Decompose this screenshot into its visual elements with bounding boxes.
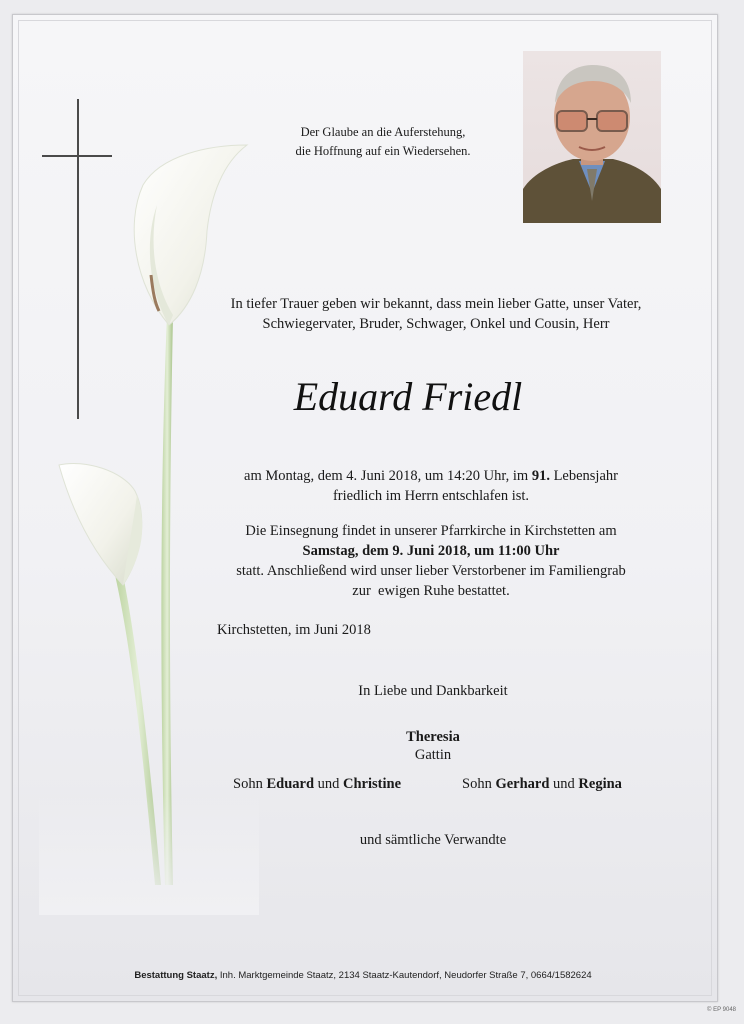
funeral-line-3: statt. Anschließend wird unser lieber Verstorbener im Familiengrab bbox=[236, 563, 626, 579]
undertaker-details: Inh. Marktgemeinde Staatz, 2134 Staatz-Kautendorf, Neudorfer Straße 7, 0664/1582624 bbox=[217, 970, 592, 981]
deceased-name: Eduard Friedl bbox=[293, 374, 523, 419]
son-prefix: Sohn bbox=[233, 776, 267, 792]
son-prefix: Sohn bbox=[462, 776, 496, 792]
portrait-photo bbox=[523, 51, 661, 223]
parte-sheet bbox=[12, 14, 718, 1002]
intro-line-2: Schwiegervater, Bruder, Schwager, Onkel und Cousin, Herr bbox=[262, 316, 610, 332]
son-partner: Regina bbox=[578, 776, 622, 792]
widow-name: Theresia bbox=[406, 729, 460, 745]
death-line-2: friedlich im Herrn entschlafen ist. bbox=[332, 488, 530, 504]
cross-horizontal-bar bbox=[42, 155, 112, 157]
undertaker-footer bbox=[13, 970, 713, 981]
funeral-line-1: Die Einsegnung findet in unserer Pfarrkirche in Kirchstetten am bbox=[245, 523, 617, 539]
son-eduard-line bbox=[233, 776, 401, 793]
death-text-pre: am Montag, dem 4. Juni 2018, um 14:20 Uhr, im bbox=[244, 468, 532, 484]
closing-phrase: In Liebe und Dankbarkeit bbox=[358, 683, 508, 699]
motto-line-2: die Hoffnung auf ein Wiedersehen. bbox=[295, 144, 471, 158]
son-name: Eduard bbox=[266, 776, 315, 792]
motto-line-1: Der Glaube an die Auferstehung, bbox=[300, 125, 466, 139]
widow-role: Gattin bbox=[414, 747, 452, 763]
relatives-line: und sämtliche Verwandte bbox=[359, 832, 507, 848]
son-name: Gerhard bbox=[495, 776, 550, 792]
son-gerhard-line bbox=[462, 776, 622, 793]
death-notice bbox=[217, 466, 645, 506]
faith-motto bbox=[259, 123, 507, 161]
son-and: und bbox=[314, 776, 344, 792]
template-code: © EP 9048 bbox=[707, 1007, 736, 1013]
son-and: und bbox=[549, 776, 579, 792]
son-partner: Christine bbox=[343, 776, 402, 792]
cross-vertical-bar bbox=[77, 99, 79, 419]
widow-block bbox=[333, 728, 533, 764]
announcement-intro bbox=[203, 294, 669, 334]
intro-line-1: In tiefer Trauer geben wir bekannt, dass mein lieber Gatte, unser Vater, bbox=[230, 296, 642, 312]
portrait-illustration bbox=[523, 51, 661, 223]
funeral-line-4: zur ewigen Ruhe bestattet. bbox=[352, 583, 510, 599]
undertaker-name: Bestattung Staatz, bbox=[134, 970, 218, 981]
death-text-post: Lebensjahr bbox=[549, 468, 618, 484]
place-date: Kirchstetten, im Juni 2018 bbox=[217, 622, 371, 638]
death-age: 91. bbox=[531, 468, 550, 484]
funeral-notice bbox=[209, 521, 653, 601]
funeral-date: Samstag, dem 9. Juni 2018, um 11:00 Uhr bbox=[302, 543, 560, 559]
